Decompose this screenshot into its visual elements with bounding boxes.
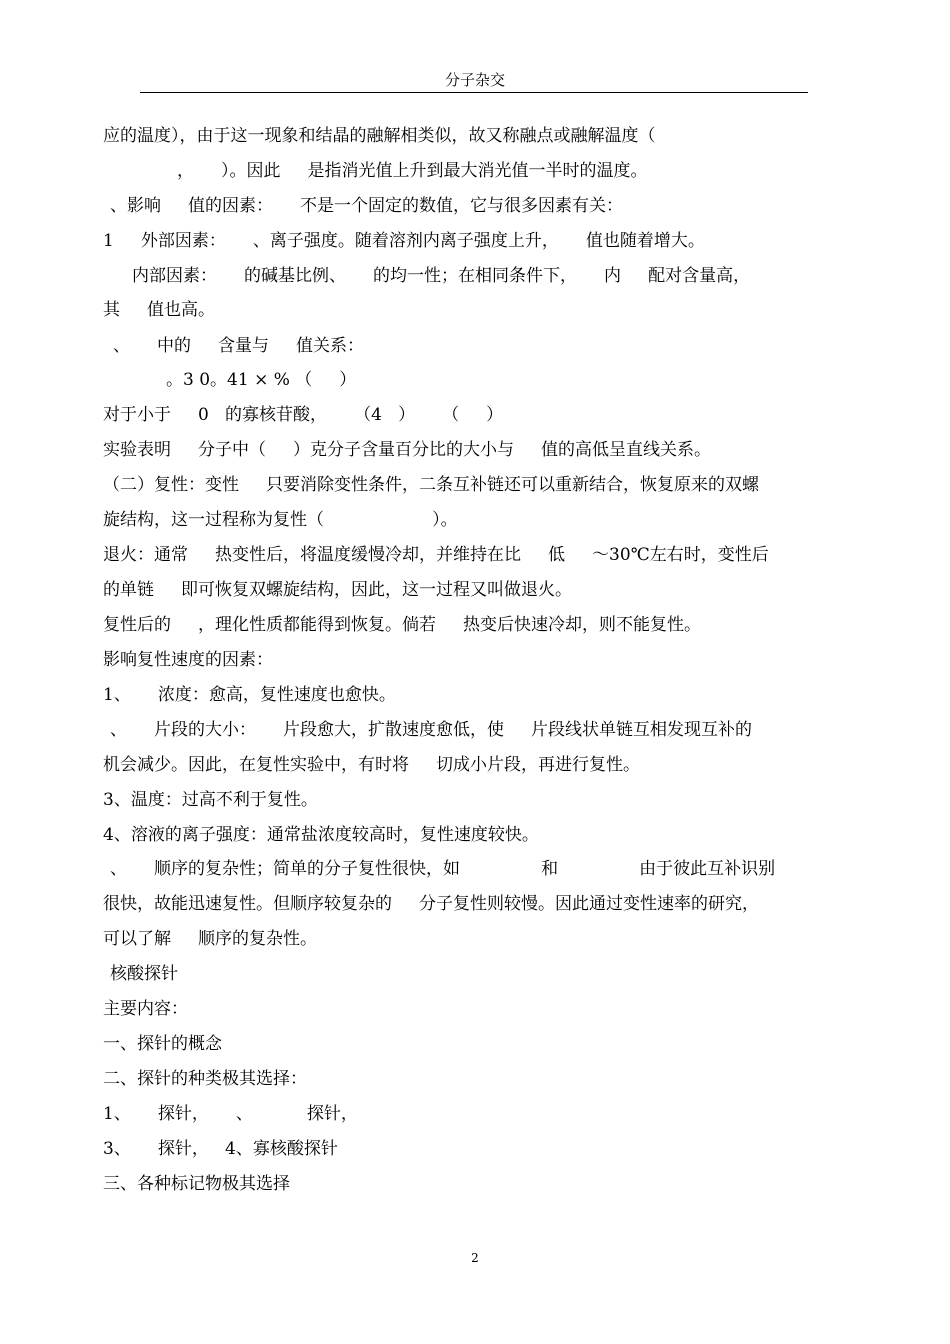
- body-line: 、影响 值的因素： 不是一个固定的数值，它与很多因素有关：: [110, 196, 624, 216]
- body-line: ， ）。因此 是指消光值上升到最大消光值一半时的温度。: [177, 161, 648, 181]
- body-line: 很快，故能迅速复性。但顺序较复杂的 分子复性则较慢。因此通过变性速率的研究，: [103, 894, 760, 914]
- body-line: 1、 探针， 、 探针，: [103, 1104, 358, 1124]
- body-line: 3、 探针， 4、寡核酸探针: [103, 1139, 338, 1159]
- body-line: 影响复性速度的因素：: [103, 650, 273, 670]
- body-line: 实验表明 分子中（ ）克分子含量百分比的大小与 值的高低呈直线关系。: [103, 440, 712, 460]
- body-line: 二、探针的种类极其选择：: [103, 1069, 307, 1089]
- page-header-title: 分子杂交: [444, 71, 505, 89]
- body-line: 、 片段的大小： 片段愈大，扩散速度愈低，使 片段线状单链互相发现互补的: [110, 720, 753, 740]
- body-line: 的单链 即可恢复双螺旋结构，因此，这一过程又叫做退火。: [103, 580, 573, 600]
- body-line: 三、各种标记物极其选择: [103, 1174, 290, 1194]
- body-line: 复性后的 ，理化性质都能得到恢复。倘若 热变后快速冷却，则不能复性。: [103, 615, 702, 635]
- body-line: 旋结构，这一过程称为复性（ ）。: [103, 510, 458, 530]
- body-line: 对于小于 0 的寡核苷酸， （4 ） （ ）: [103, 405, 504, 425]
- body-line: 、 顺序的复杂性；简单的分子复性很快，如 和 由于彼此互补识别: [110, 859, 776, 879]
- body-line: 应的温度），由于这一现象和结晶的融解相类似，故又称融点或融解温度（: [103, 126, 656, 146]
- body-line: 3、温度：过高不利于复性。: [103, 790, 318, 810]
- body-line: 可以了解 顺序的复杂性。: [103, 929, 318, 949]
- header-rule: [140, 92, 808, 93]
- body-line: 退火：通常 热变性后，将温度缓慢冷却，并维持在比 低 ～30℃左右时，变性后: [103, 545, 769, 565]
- body-line: 内部因素： 的碱基比例、 的均一性；在相同条件下， 内 配对含量高，: [132, 266, 751, 286]
- body-line: 机会减少。因此，在复性实验中，有时将 切成小片段，再进行复性。: [103, 755, 641, 775]
- body-line: （二）复性：变性 只要消除变性条件，二条互补链还可以重新结合，恢复原来的双螺: [103, 475, 760, 495]
- body-line: 核酸探针: [110, 964, 178, 984]
- body-line: 一、探针的概念: [103, 1034, 222, 1054]
- body-line: 、 中的 含量与 值关系：: [113, 336, 365, 356]
- body-line: 其 值也高。: [103, 300, 216, 320]
- body-line: 1 外部因素： 、离子强度。随着溶剂内离子强度上升， 值也随着增大。: [103, 231, 705, 251]
- body-line: 4、溶液的离子强度：通常盐浓度较高时，复性速度较快。: [103, 825, 539, 845]
- page-number: 2: [471, 1251, 479, 1265]
- body-line: 1、 浓度：愈高，复性速度也愈快。: [103, 685, 396, 705]
- body-line: 主要内容：: [103, 999, 188, 1019]
- body-line: 。3 0。41 × % （ ）: [166, 370, 357, 390]
